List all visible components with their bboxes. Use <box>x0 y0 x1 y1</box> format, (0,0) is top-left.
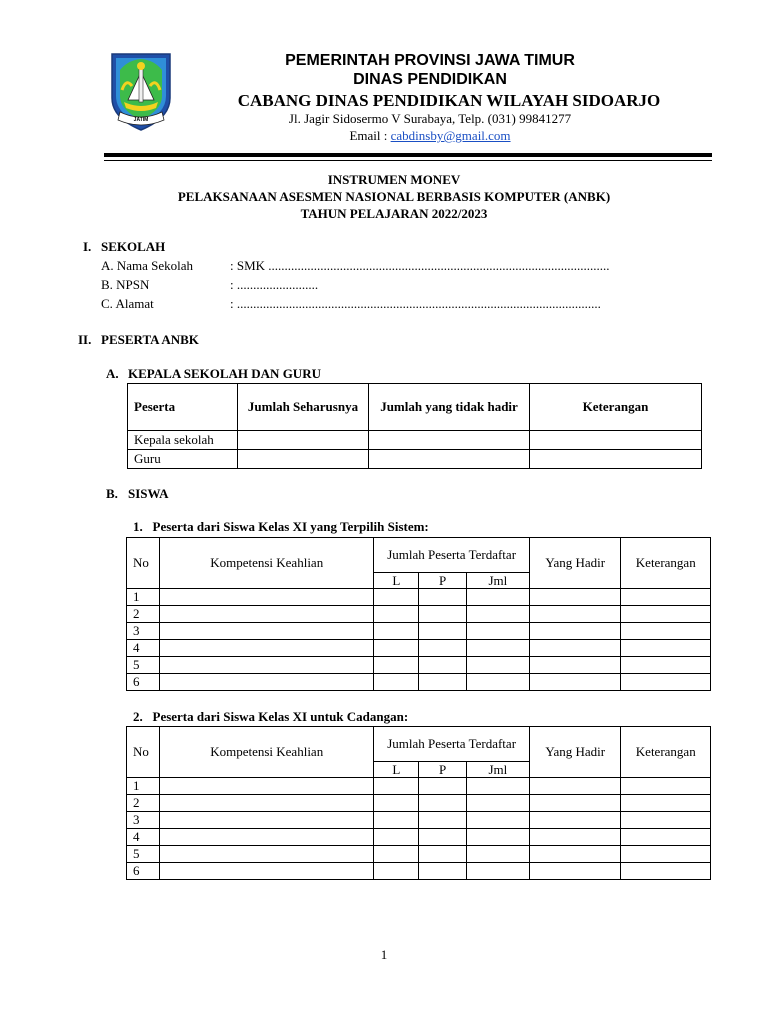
table-cell[interactable] <box>530 778 621 795</box>
subA-num: A. <box>106 366 119 381</box>
table-cell[interactable] <box>621 606 711 623</box>
row-number: 4 <box>127 829 160 846</box>
table-cell[interactable] <box>160 657 374 674</box>
table-cell[interactable] <box>530 657 621 674</box>
table-cell[interactable] <box>466 657 529 674</box>
table-cell[interactable] <box>466 623 529 640</box>
table-cell[interactable] <box>160 863 374 880</box>
t2-header-ket: Keterangan <box>621 727 711 778</box>
table-cell[interactable] <box>160 606 374 623</box>
teachers-header-tidak-hadir: Jumlah yang tidak hadir <box>369 384 530 431</box>
table-cell[interactable] <box>466 606 529 623</box>
field-alamat-value[interactable]: : ................................................................................................................ <box>230 296 601 311</box>
row-number: 6 <box>127 674 160 691</box>
table-cell[interactable] <box>621 657 711 674</box>
row-number: 1 <box>127 589 160 606</box>
row-number: 6 <box>127 863 160 880</box>
table-row <box>127 623 711 640</box>
t2-header-jml: Jml <box>466 762 529 778</box>
section2-num: II. <box>78 332 92 347</box>
table-row <box>127 674 711 691</box>
t1-header-p: P <box>419 573 466 589</box>
table-cell[interactable] <box>466 812 529 829</box>
table-cell[interactable] <box>530 640 621 657</box>
table-cell[interactable] <box>621 674 711 691</box>
table-cell[interactable] <box>530 829 621 846</box>
table-cell[interactable] <box>374 829 419 846</box>
table-cell[interactable] <box>621 846 711 863</box>
field-nama-sekolah-label: A. Nama Sekolah <box>101 258 194 273</box>
teachers-header-keterangan: Keterangan <box>530 384 702 431</box>
row-number: 5 <box>127 657 160 674</box>
table-cell[interactable] <box>530 795 621 812</box>
table-cell[interactable] <box>530 623 621 640</box>
letterhead-line3: CABANG DINAS PENDIDIKAN WILAYAH SIDOARJO <box>237 91 661 110</box>
t2-header-no: No <box>127 727 160 778</box>
table-cell[interactable] <box>160 674 374 691</box>
table-cell[interactable] <box>466 846 529 863</box>
section2-heading: PESERTA ANBK <box>101 332 199 347</box>
table-row <box>128 431 702 450</box>
table-cell[interactable] <box>621 589 711 606</box>
students-table1-title: 1. Peserta dari Siswa Kelas XI yang Terpilih Sistem: <box>133 519 429 534</box>
subA-heading: KEPALA SEKOLAH DAN GURU <box>128 366 321 381</box>
teachers-header-peserta: Peserta <box>128 384 238 431</box>
table-cell[interactable] <box>369 431 530 450</box>
table-row <box>127 863 711 880</box>
t1-header-hadir: Yang Hadir <box>530 538 621 589</box>
t1-header-jumlah: Jumlah Peserta Terdaftar <box>374 538 530 573</box>
row-number: 2 <box>127 795 160 812</box>
page-number: 1 <box>380 947 388 962</box>
table-cell[interactable] <box>160 846 374 863</box>
subB-num: B. <box>106 486 118 501</box>
doc-title-line2: PELAKSANAAN ASESMEN NASIONAL BERBASIS KOMPUTER (ANBK) <box>177 189 611 204</box>
table-cell[interactable] <box>238 450 369 469</box>
table-cell[interactable] <box>419 795 466 812</box>
table-row <box>127 846 711 863</box>
table-cell[interactable] <box>374 812 419 829</box>
table-cell[interactable] <box>374 657 419 674</box>
table-cell[interactable] <box>621 863 711 880</box>
teachers-table <box>127 383 702 469</box>
t1-header-l: L <box>374 573 419 589</box>
table-cell[interactable] <box>466 863 529 880</box>
teachers-row-kepala: Kepala sekolah <box>128 431 238 450</box>
table-row <box>127 640 711 657</box>
table-cell[interactable] <box>160 778 374 795</box>
table-cell[interactable] <box>621 640 711 657</box>
table-cell[interactable] <box>621 623 711 640</box>
t1-header-ket: Keterangan <box>621 538 711 589</box>
table-cell[interactable] <box>466 795 529 812</box>
table-row <box>127 812 711 829</box>
t1-header-jml: Jml <box>466 573 529 589</box>
teachers-header-jumlah: Jumlah Seharusnya <box>238 384 369 431</box>
table-cell[interactable] <box>419 863 466 880</box>
row-number: 2 <box>127 606 160 623</box>
email-link[interactable]: cabdinsby@gmail.com <box>390 128 511 143</box>
table-cell[interactable] <box>530 606 621 623</box>
field-nama-sekolah-value[interactable]: : SMK ......................................................................................................... <box>230 258 610 273</box>
table-cell[interactable] <box>160 589 374 606</box>
email-label: Email : <box>349 128 391 143</box>
row-number: 3 <box>127 812 160 829</box>
t2-header-kompetensi: Kompetensi Keahlian <box>160 727 374 778</box>
table-cell[interactable] <box>530 589 621 606</box>
table-cell[interactable] <box>238 431 369 450</box>
table-cell[interactable] <box>621 829 711 846</box>
students-table2-title: 2. Peserta dari Siswa Kelas XI untuk Cadangan: <box>133 709 409 724</box>
table-cell[interactable] <box>160 623 374 640</box>
section1-num: I. <box>83 239 92 254</box>
table-cell[interactable] <box>419 674 466 691</box>
table-row <box>127 778 711 795</box>
table-cell[interactable] <box>374 846 419 863</box>
table-cell[interactable] <box>466 589 529 606</box>
table-cell[interactable] <box>466 674 529 691</box>
table-cell[interactable] <box>160 795 374 812</box>
t2-header-jumlah: Jumlah Peserta Terdaftar <box>374 727 530 762</box>
row-number: 4 <box>127 640 160 657</box>
doc-title-line3: TAHUN PELAJARAN 2022/2023 <box>300 206 488 221</box>
table-cell[interactable] <box>374 863 419 880</box>
table-cell[interactable] <box>374 589 419 606</box>
table-cell[interactable] <box>530 846 621 863</box>
table-cell[interactable] <box>374 623 419 640</box>
letterhead-line2: DINAS PENDIDIKAN <box>353 71 507 88</box>
table-cell[interactable] <box>160 640 374 657</box>
table-cell[interactable] <box>530 812 621 829</box>
table-cell[interactable] <box>621 812 711 829</box>
table-cell[interactable] <box>374 606 419 623</box>
east-java-emblem-logo <box>106 50 176 132</box>
t2-header-l: L <box>374 762 419 778</box>
row-number: 3 <box>127 623 160 640</box>
table-cell[interactable] <box>419 778 466 795</box>
doc-title-line1: INSTRUMEN MONEV <box>327 172 461 187</box>
letterhead-address: Jl. Jagir Sidosermo V Surabaya, Telp. (031) 99841277 <box>288 111 572 126</box>
table-cell[interactable] <box>530 450 702 469</box>
table-row <box>127 589 711 606</box>
table-cell[interactable] <box>419 589 466 606</box>
table-cell[interactable] <box>374 795 419 812</box>
table-cell[interactable] <box>466 778 529 795</box>
t1-header-no: No <box>127 538 160 589</box>
table-cell[interactable] <box>419 846 466 863</box>
table-cell[interactable] <box>374 674 419 691</box>
field-npsn-value[interactable]: : ......................... <box>230 277 319 292</box>
students-table2 <box>126 726 711 880</box>
table-cell[interactable] <box>369 450 530 469</box>
table-row <box>127 657 711 674</box>
row-number: 1 <box>127 778 160 795</box>
teachers-row-guru: Guru <box>128 450 238 469</box>
logo-ribbon-text: JATIM <box>133 117 149 123</box>
t1-header-kompetensi: Kompetensi Keahlian <box>160 538 374 589</box>
table-row <box>127 795 711 812</box>
table-row <box>127 829 711 846</box>
letterhead-email <box>196 128 664 144</box>
students-table1 <box>126 537 711 691</box>
table-cell[interactable] <box>530 431 702 450</box>
table-cell[interactable] <box>160 829 374 846</box>
table-cell[interactable] <box>374 640 419 657</box>
letterhead-line1: PEMERINTAH PROVINSI JAWA TIMUR <box>285 52 575 69</box>
table-cell[interactable] <box>419 812 466 829</box>
row-number: 5 <box>127 846 160 863</box>
table-cell[interactable] <box>419 623 466 640</box>
table-cell[interactable] <box>621 778 711 795</box>
table-cell[interactable] <box>374 778 419 795</box>
table-cell[interactable] <box>419 606 466 623</box>
subB-heading: SISWA <box>128 486 169 501</box>
section1-heading: SEKOLAH <box>101 239 166 254</box>
table-cell[interactable] <box>466 829 529 846</box>
table-cell[interactable] <box>466 640 529 657</box>
table-cell[interactable] <box>419 829 466 846</box>
t2-header-p: P <box>419 762 466 778</box>
table-cell[interactable] <box>530 674 621 691</box>
table-cell[interactable] <box>419 657 466 674</box>
field-npsn-label: B. NPSN <box>101 277 150 292</box>
field-alamat-label: C. Alamat <box>101 296 154 311</box>
table-cell[interactable] <box>419 640 466 657</box>
table-cell[interactable] <box>160 812 374 829</box>
letterhead-divider-thick <box>104 153 712 157</box>
letterhead-divider-thin <box>104 160 712 161</box>
table-cell[interactable] <box>621 795 711 812</box>
t2-header-hadir: Yang Hadir <box>530 727 621 778</box>
table-row <box>128 450 702 469</box>
table-row <box>127 606 711 623</box>
table-cell[interactable] <box>530 863 621 880</box>
